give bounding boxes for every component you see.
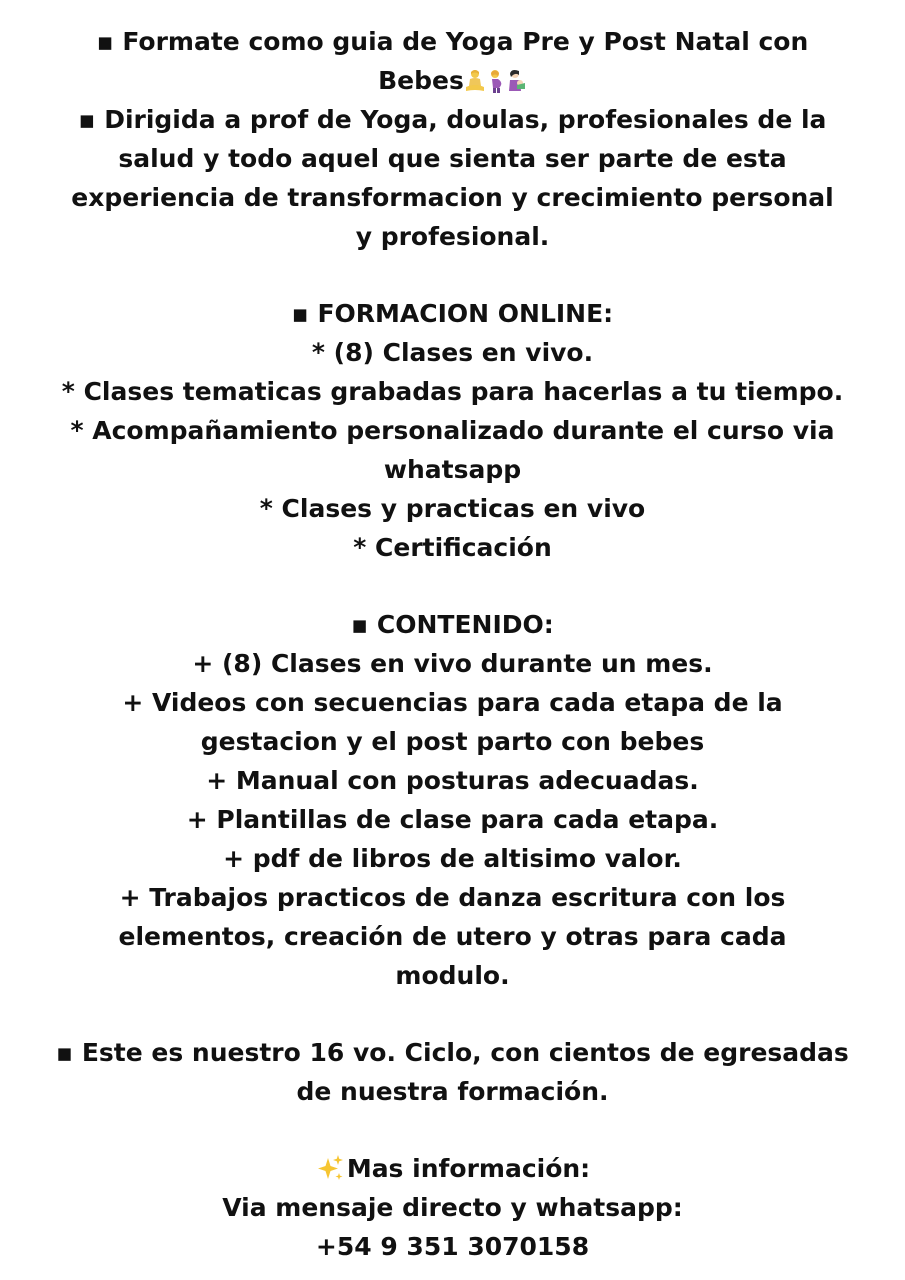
contenido-heading: ▪ CONTENIDO: [351, 610, 554, 639]
formacion-item: * Clases tematicas grabadas para hacerlas a tu tiempo. [61, 377, 844, 406]
contacto-heading: Mas información: [346, 1154, 591, 1183]
target-line-1: ▪ Dirigida a prof de Yoga, doulas, profesionales de la [78, 105, 827, 134]
contenido-item: + Trabajos practicos de danza escritura con los [119, 883, 786, 912]
person-lotus-icon [465, 69, 485, 93]
sparkles-icon [315, 1154, 345, 1182]
intro-line-2-text: Bebes [378, 66, 464, 95]
formacion-item: whatsapp [383, 455, 522, 484]
spacer [0, 995, 905, 1033]
formacion-item: * (8) Clases en vivo. [311, 338, 594, 367]
contacto-line: Via mensaje directo y whatsapp: [222, 1193, 683, 1222]
target-line-2: salud y todo aquel que sienta ser parte de esta [118, 144, 787, 173]
formacion-item: * Acompañamiento personalizado durante el curso via [70, 416, 835, 445]
contenido-item: modulo. [395, 961, 510, 990]
spacer [0, 256, 905, 294]
contenido-item: + pdf de libros de altisimo valor. [223, 844, 682, 873]
contenido-item: + Videos con secuencias para cada etapa de la [122, 688, 783, 717]
contenido-item: + Plantillas de clase para cada etapa. [186, 805, 719, 834]
flyer-text [0, 22, 905, 1266]
formacion-item: * Clases y practicas en vivo [259, 494, 646, 523]
intro-line-1: ▪ Formate como guia de Yoga Pre y Post Natal con [96, 27, 809, 56]
contenido-item: gestacion y el post parto con bebes [200, 727, 705, 756]
breastfeeding-icon [507, 69, 527, 93]
formacion-item: * Certificación [353, 533, 552, 562]
formacion-heading: ▪ FORMACION ONLINE: [291, 299, 614, 328]
target-line-3: experiencia de transformacion y crecimiento personal [71, 183, 834, 212]
ciclo-line-1: ▪ Este es nuestro 16 vo. Ciclo, con cientos de egresadas [56, 1038, 849, 1067]
target-line-4: y profesional. [355, 222, 550, 251]
intro-line-2 [0, 61, 905, 100]
contenido-item: + (8) Clases en vivo durante un mes. [192, 649, 713, 678]
spacer [0, 567, 905, 605]
contacto-phone: +54 9 351 3070158 [315, 1232, 590, 1261]
contenido-item: elementos, creación de utero y otras para cada [118, 922, 787, 951]
pregnant-woman-icon [486, 69, 506, 93]
contacto-heading-line [0, 1149, 905, 1188]
contenido-item: + Manual con posturas adecuadas. [206, 766, 699, 795]
spacer [0, 1111, 905, 1149]
ciclo-line-2: de nuestra formación. [296, 1077, 609, 1106]
